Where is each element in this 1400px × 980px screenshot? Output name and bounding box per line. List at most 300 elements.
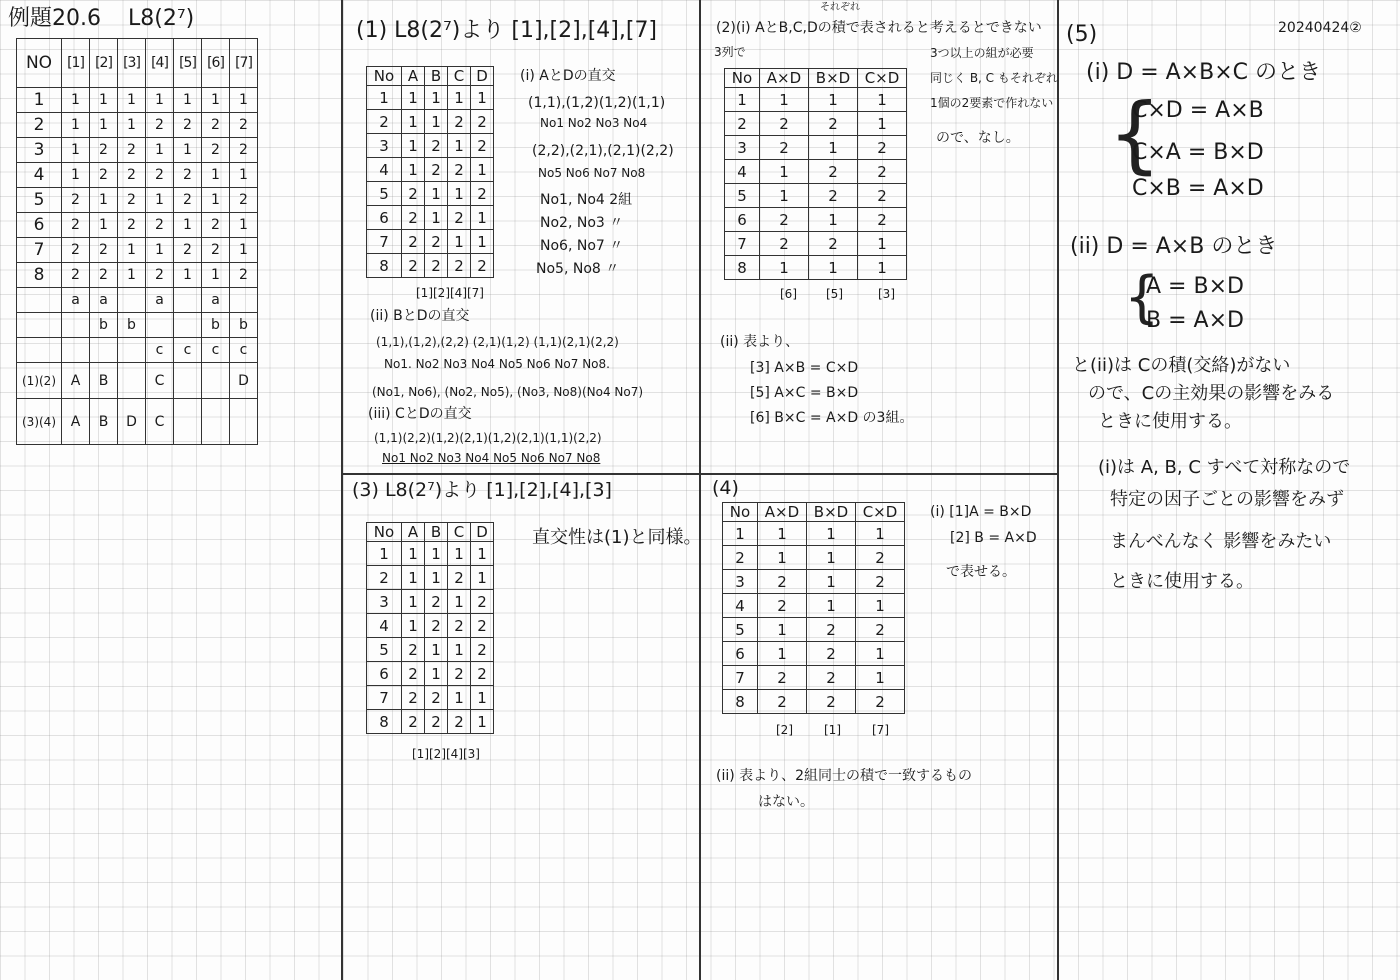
s2-cell: 2: [858, 208, 907, 232]
cell: 1: [230, 88, 258, 113]
cell: 2: [174, 163, 202, 188]
s3-cell: 1: [471, 566, 494, 590]
comp-cell: A: [62, 399, 90, 445]
cell: 2: [118, 188, 146, 213]
s1-i-head: (i) AとDの直交: [520, 68, 616, 84]
s1-cell: 1: [402, 110, 425, 134]
s4-cell: 1: [807, 546, 856, 570]
s3-row: [367, 542, 494, 566]
s4-cell: 1: [758, 546, 807, 570]
s3-cell: 2: [471, 590, 494, 614]
s4-ii-l1: (ii) 表より、2組同士の積で一致するもの: [716, 768, 973, 784]
cell: 1: [174, 263, 202, 288]
cell: 2: [62, 188, 90, 213]
s1-cell: 2: [402, 254, 425, 278]
s3-col-header: C: [448, 523, 471, 542]
s1-cell: 2: [367, 110, 402, 134]
comp-cell: [118, 363, 146, 399]
s3-cell: 2: [402, 686, 425, 710]
s1-iii-l2: No1 No2 No3 No4 No5 No6 No7 No8: [382, 451, 601, 465]
s2-cell: 1: [760, 256, 809, 280]
s1-cell: 2: [448, 206, 471, 230]
s1-cell: 7: [367, 230, 402, 254]
s3-cell: 1: [367, 542, 402, 566]
s4-row: [723, 522, 905, 546]
cell: 2: [90, 138, 118, 163]
comp-cell: [174, 399, 202, 445]
s4-row: [723, 594, 905, 618]
cell: 1: [230, 238, 258, 263]
row-no: 2: [17, 113, 62, 138]
l8-row: [17, 263, 258, 288]
s4-col-header: No: [723, 503, 758, 522]
s3-cell: 1: [402, 566, 425, 590]
s4-header-row: [723, 503, 905, 522]
s4-cell: 2: [758, 594, 807, 618]
s3-row: [367, 662, 494, 686]
s3-cell: 2: [367, 566, 402, 590]
cell: 2: [202, 113, 230, 138]
comp-cell: a: [146, 288, 174, 313]
cell: 1: [202, 163, 230, 188]
s4-cell: 1: [758, 642, 807, 666]
s4-col-label: [7]: [872, 723, 889, 737]
s3-col-header: A: [402, 523, 425, 542]
comp-cell: [230, 288, 258, 313]
s3-cell: 2: [448, 614, 471, 638]
s2-ii-l3: [6] B×C = A×D の3組。: [750, 410, 914, 426]
s2-heading: (2)(i) AとB,C,Dの積で表されると考えるとできない: [716, 20, 1042, 36]
s1-i-l6: No2, No3 〃: [540, 215, 624, 231]
s1-cell: 1: [471, 158, 494, 182]
date: 20240424②: [1278, 20, 1362, 36]
l8-row: [17, 138, 258, 163]
s3-cell: 2: [448, 566, 471, 590]
cell: 1: [118, 88, 146, 113]
divider-3: [1057, 0, 1059, 980]
s2-cell: 1: [858, 112, 907, 136]
comp-cell: C: [146, 363, 174, 399]
s3-heading: (3) L8(2⁷)より [1],[2],[4],[3]: [352, 479, 612, 501]
s4-cell: 2: [807, 666, 856, 690]
s3-col-header: D: [471, 523, 494, 542]
s5-p1: と(ii)は Cの積(交絡)がない: [1072, 355, 1291, 376]
s1-i-l1: (1,1),(1,2)(1,2)(1,1): [528, 95, 666, 111]
s1-cell: 1: [425, 182, 448, 206]
s3-header-row: [367, 523, 494, 542]
cell: 1: [146, 188, 174, 213]
s1-cell: 5: [367, 182, 402, 206]
s3-row: [367, 614, 494, 638]
s1-cell: 1: [425, 206, 448, 230]
s4-ii-l2: はない。: [758, 794, 814, 810]
divider-h: [341, 473, 1057, 475]
comp-cell: [90, 338, 118, 363]
cell: 2: [174, 238, 202, 263]
s3-cell: 1: [402, 614, 425, 638]
s1-row: [367, 230, 494, 254]
cell: 2: [90, 238, 118, 263]
s3-cell: 1: [448, 542, 471, 566]
s4-cell: 1: [856, 642, 905, 666]
s2-cell: 1: [809, 256, 858, 280]
s4-cell: 4: [723, 594, 758, 618]
s2-right-l1: 3つ以上の組が必要: [930, 46, 1034, 60]
comp-cell: c: [230, 338, 258, 363]
s1-cell: 1: [448, 86, 471, 110]
col-header: [3]: [118, 39, 146, 88]
s2-cell: 2: [809, 184, 858, 208]
s4-col-header: C×D: [856, 503, 905, 522]
cell: 1: [230, 213, 258, 238]
s1-col-header: B: [425, 67, 448, 86]
cell: 2: [118, 138, 146, 163]
s1-cell: 1: [448, 182, 471, 206]
s4-cell: 2: [807, 618, 856, 642]
s2-cell: 2: [858, 160, 907, 184]
s3-cell: 1: [448, 686, 471, 710]
cell: 1: [62, 163, 90, 188]
s2-row: [725, 232, 907, 256]
s1-col-header: C: [448, 67, 471, 86]
comp-label: [17, 288, 62, 313]
s1-cell: 2: [425, 230, 448, 254]
s5-brace-1: {: [1108, 85, 1162, 183]
s2-table: [724, 68, 907, 280]
s1-cell: 4: [367, 158, 402, 182]
s3-row: [367, 566, 494, 590]
row-no: 1: [17, 88, 62, 113]
s5-i-head: (i) D = A×B×C のとき: [1086, 60, 1321, 85]
comp-row-b: [17, 313, 258, 338]
s5-q2: 特定の因子ごとの影響をみず: [1110, 489, 1344, 510]
s2-cell: 1: [725, 88, 760, 112]
s1-row: [367, 206, 494, 230]
s3-cell: 1: [425, 542, 448, 566]
cell: 2: [118, 213, 146, 238]
cell: 2: [202, 138, 230, 163]
s2-cell: 1: [760, 88, 809, 112]
cell: 2: [62, 238, 90, 263]
s3-col-header: No: [367, 523, 402, 542]
s3-cell: 2: [471, 662, 494, 686]
comp-row-a: [17, 288, 258, 313]
s4-cell: 2: [723, 546, 758, 570]
s1-row: [367, 86, 494, 110]
s1-i-l2: No1 No2 No3 No4: [540, 116, 648, 130]
cell: 2: [202, 213, 230, 238]
s5-i-e1: C×D = A×B: [1132, 98, 1264, 123]
col-header: [6]: [202, 39, 230, 88]
s5-p3: ときに使用する。: [1098, 411, 1242, 432]
s1-col-labels: [1][2][4][7]: [416, 286, 484, 300]
s3-cell: 2: [425, 686, 448, 710]
s2-row: [725, 136, 907, 160]
s5-i-e2: C×A = B×D: [1132, 140, 1264, 165]
s4-row: [723, 666, 905, 690]
s3-col-labels: [1][2][4][3]: [412, 747, 480, 761]
s4-cell: 2: [856, 690, 905, 714]
comp-cell: [174, 313, 202, 338]
s1-table: [366, 66, 494, 278]
s5-i-e3: C×B = A×D: [1132, 176, 1264, 201]
s4-cell: 1: [856, 522, 905, 546]
s1-cell: 1: [471, 230, 494, 254]
s1-cell: 2: [471, 134, 494, 158]
s2-cell: 1: [809, 136, 858, 160]
s5-ii-e2: B = A×D: [1146, 308, 1244, 333]
assign-label: (3)(4): [17, 399, 62, 445]
s3-cell: 5: [367, 638, 402, 662]
s4-cell: 1: [758, 522, 807, 546]
s2-cell: 2: [858, 136, 907, 160]
s1-cell: 2: [425, 254, 448, 278]
s3-cell: 1: [402, 542, 425, 566]
s2-cell: 2: [760, 112, 809, 136]
assign-label: (1)(2): [17, 363, 62, 399]
comp-row-c: [17, 338, 258, 363]
comp-cell: [62, 313, 90, 338]
cell: 2: [146, 163, 174, 188]
cell: 1: [146, 238, 174, 263]
s2-row: [725, 184, 907, 208]
s4-cell: 2: [758, 570, 807, 594]
s2-col-header: No: [725, 69, 760, 88]
comp-cell: c: [174, 338, 202, 363]
cell: 1: [90, 213, 118, 238]
s2-cell: 1: [809, 208, 858, 232]
comp-cell: [202, 399, 230, 445]
s1-ii-l3: (No1, No6), (No2, No5), (No3, No8)(No4 No7): [372, 385, 644, 399]
col-header: [7]: [230, 39, 258, 88]
comp-cell: a: [90, 288, 118, 313]
s3-row: [367, 638, 494, 662]
s1-cell: 1: [471, 86, 494, 110]
s5-ii-head: (ii) D = A×B のとき: [1070, 234, 1278, 259]
s4-cell: 1: [807, 522, 856, 546]
s1-cell: 2: [448, 110, 471, 134]
s2-cell: 4: [725, 160, 760, 184]
cell: 1: [146, 88, 174, 113]
s3-cell: 1: [448, 590, 471, 614]
s4-cell: 1: [856, 594, 905, 618]
l8-row: [17, 88, 258, 113]
s1-i-l5: No1, No4 2組: [540, 192, 633, 208]
s2-cell: 1: [760, 184, 809, 208]
comp-cell: C: [146, 399, 174, 445]
row-no: 7: [17, 238, 62, 263]
s3-cell: 1: [471, 686, 494, 710]
s1-header-row: [367, 67, 494, 86]
s2-ii-l2: [5] A×C = B×D: [750, 385, 859, 401]
s3-cell: 2: [425, 590, 448, 614]
s1-ii-head: (ii) BとDの直交: [370, 308, 470, 324]
s2-cell: 6: [725, 208, 760, 232]
s2-cell: 2: [725, 112, 760, 136]
comp-cell: [118, 338, 146, 363]
s2-cell: 2: [809, 112, 858, 136]
comp-cell: B: [90, 399, 118, 445]
s4-cell: 2: [807, 642, 856, 666]
cell: 1: [118, 113, 146, 138]
cell: 2: [230, 263, 258, 288]
s3-cell: 2: [448, 662, 471, 686]
s3-cell: 7: [367, 686, 402, 710]
cell: 1: [90, 88, 118, 113]
s2-cell: 2: [760, 208, 809, 232]
s4-row: [723, 546, 905, 570]
s2-cell: 2: [760, 232, 809, 256]
s2-header-row: [725, 69, 907, 88]
s1-col-header: No: [367, 67, 402, 86]
divider-1: [341, 0, 343, 980]
s1-row: [367, 134, 494, 158]
s1-iii-head: (iii) CとDの直交: [368, 406, 472, 422]
cell: 2: [174, 188, 202, 213]
s5-heading: (5): [1066, 22, 1098, 47]
s5-q4: ときに使用する。: [1110, 571, 1254, 592]
s3-cell: 1: [425, 662, 448, 686]
s1-cell: 1: [402, 134, 425, 158]
s4-col-label: [1]: [824, 723, 841, 737]
s4-col-header: B×D: [807, 503, 856, 522]
s3-cell: 2: [448, 710, 471, 734]
cell: 2: [62, 213, 90, 238]
cell: 1: [62, 113, 90, 138]
s5-q1: (i)は A, B, C すべて対称なので: [1098, 457, 1351, 478]
cell: 1: [230, 163, 258, 188]
s4-cell: 1: [723, 522, 758, 546]
comp-label: [17, 338, 62, 363]
s2-cell: 1: [809, 88, 858, 112]
s2-row: [725, 88, 907, 112]
s2-right-l4: ので、なし。: [936, 130, 1020, 146]
s3-cell: 2: [402, 710, 425, 734]
comp-cell: D: [230, 363, 258, 399]
title-l8: L8(2⁷): [128, 6, 195, 31]
s2-cell: 1: [858, 88, 907, 112]
s1-i-l3: (2,2),(2,1),(2,1)(2,2): [532, 143, 674, 159]
s3-cell: 2: [471, 638, 494, 662]
comp-cell: [174, 363, 202, 399]
cell: 1: [118, 263, 146, 288]
s1-iii-l1: (1,1)(2,2)(1,2)(2,1)(1,2)(2,1)(1,1)(2,2): [374, 431, 602, 445]
s4-cell: 8: [723, 690, 758, 714]
s1-cell: 3: [367, 134, 402, 158]
s4-cell: 1: [807, 570, 856, 594]
s2-row: [725, 160, 907, 184]
s1-cell: 2: [425, 158, 448, 182]
cell: 2: [230, 113, 258, 138]
s4-cell: 2: [856, 618, 905, 642]
s4-cell: 2: [758, 690, 807, 714]
s2-col-header: A×D: [760, 69, 809, 88]
s2-row: [725, 208, 907, 232]
s2-col-label: [5]: [826, 287, 843, 301]
divider-2: [699, 0, 701, 980]
comp-cell: [146, 313, 174, 338]
s4-table: [722, 502, 905, 714]
s2-ii-head: (ii) 表より、: [720, 334, 800, 350]
s1-cell: 1: [402, 158, 425, 182]
s3-cell: 1: [471, 542, 494, 566]
comp-cell: b: [202, 313, 230, 338]
no-header: NO: [17, 39, 62, 88]
comp-cell: [230, 399, 258, 445]
l8-row: [17, 163, 258, 188]
s3-cell: 6: [367, 662, 402, 686]
s1-i-l7: No6, No7 〃: [540, 238, 624, 254]
s3-row: [367, 590, 494, 614]
s3-cell: 1: [425, 566, 448, 590]
s3-cell: 1: [402, 590, 425, 614]
cell: 1: [90, 188, 118, 213]
comp-cell: D: [118, 399, 146, 445]
cell: 1: [174, 213, 202, 238]
cell: 2: [174, 113, 202, 138]
cell: 2: [202, 238, 230, 263]
s1-cell: 2: [471, 254, 494, 278]
comp-cell: a: [62, 288, 90, 313]
col-header: [2]: [90, 39, 118, 88]
s2-cell: 2: [809, 232, 858, 256]
s3-note: 直交性は(1)と同様。: [532, 527, 702, 548]
s4-row: [723, 690, 905, 714]
cell: 1: [118, 238, 146, 263]
s1-row: [367, 158, 494, 182]
row-no: 4: [17, 163, 62, 188]
cell: 2: [90, 163, 118, 188]
s2-row: [725, 112, 907, 136]
cell: 2: [146, 213, 174, 238]
s1-cell: 2: [448, 254, 471, 278]
s4-cell: 2: [856, 570, 905, 594]
cell: 1: [202, 88, 230, 113]
comp-cell: A: [62, 363, 90, 399]
s1-cell: 1: [425, 86, 448, 110]
s5-q3: まんべんなく 影響をみたい: [1110, 531, 1332, 552]
s4-row: [723, 642, 905, 666]
s1-cell: 2: [402, 206, 425, 230]
s1-cell: 2: [448, 158, 471, 182]
s5-ii-e1: A = B×D: [1146, 274, 1244, 299]
cell: 2: [230, 138, 258, 163]
s5-p2: ので、Cの主効果の影響をみる: [1088, 383, 1335, 404]
s2-margin-note: 3列で: [714, 45, 746, 59]
s2-cell: 1: [760, 160, 809, 184]
comp-cell: c: [202, 338, 230, 363]
s4-i-l3: で表せる。: [946, 564, 1016, 580]
cell: 1: [90, 113, 118, 138]
row-no: 3: [17, 138, 62, 163]
comp-cell: [118, 288, 146, 313]
s2-cell: 5: [725, 184, 760, 208]
s4-row: [723, 570, 905, 594]
s2-cell: 1: [858, 232, 907, 256]
s2-cell: 2: [760, 136, 809, 160]
s1-cell: 6: [367, 206, 402, 230]
s1-cell: 1: [448, 134, 471, 158]
s1-cell: 1: [425, 110, 448, 134]
s3-cell: 2: [471, 614, 494, 638]
comp-cell: [174, 288, 202, 313]
s4-i-l2: [2] B = A×D: [950, 530, 1037, 546]
s3-cell: 2: [425, 710, 448, 734]
comp-label: [17, 313, 62, 338]
s4-cell: 3: [723, 570, 758, 594]
s1-cell: 2: [425, 134, 448, 158]
s2-col-header: C×D: [858, 69, 907, 88]
